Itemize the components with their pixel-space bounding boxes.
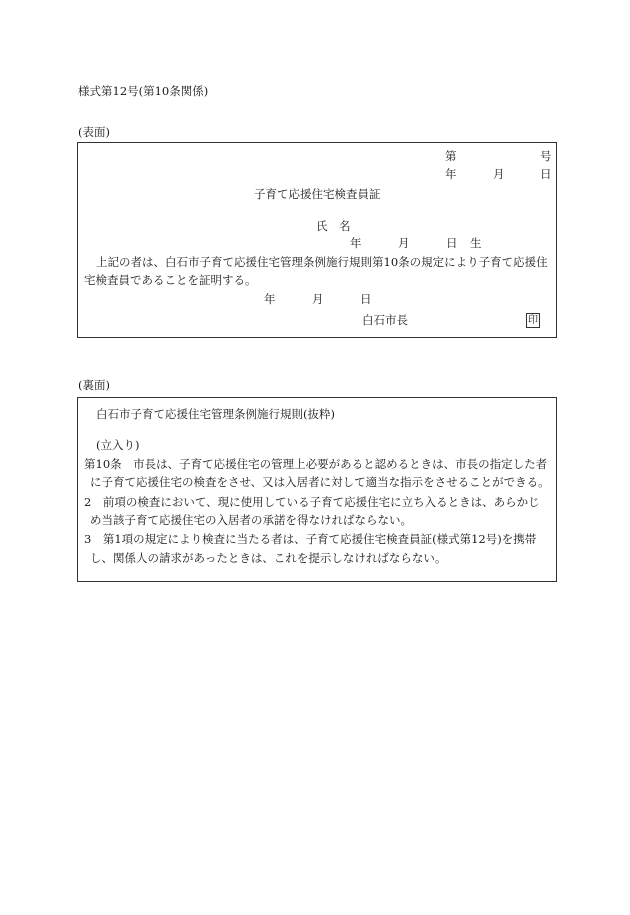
excerpt-title: 白石市子育て応援住宅管理条例施行規則(抜粋) xyxy=(96,407,335,421)
birth-month: 月 xyxy=(398,236,410,250)
article-heading: (立入り) xyxy=(96,438,140,452)
birth-day: 日 xyxy=(446,236,458,250)
front-section-label: (表面) xyxy=(78,125,110,139)
statement-line-2: 宅検査員であることを証明する。 xyxy=(84,273,257,287)
article-line-1: 第10条 市長は、子育て応援住宅の管理上必要があると認めるときは、市長の指定した者 xyxy=(84,457,548,471)
para3-line-2: し、関係人の請求があったときは、これを提示しなければならない。 xyxy=(90,551,447,565)
back-card xyxy=(77,397,557,582)
para2-line-2: め当該子育て応援住宅の入居者の承諾を得なければならない。 xyxy=(90,513,412,527)
issue-year: 年 xyxy=(445,167,457,181)
seal-mark: 印 xyxy=(528,315,538,326)
statement-line-1: 上記の者は、白石市子育て応援住宅管理条例施行規則第10条の規定により子育て応援住 xyxy=(96,255,548,269)
number-prefix: 第 xyxy=(445,149,457,163)
number-suffix: 号 xyxy=(540,149,552,163)
cert-day: 日 xyxy=(360,292,372,306)
name-label: 氏 名 xyxy=(316,219,351,233)
birth-suffix: 生 xyxy=(470,236,482,250)
back-section-label: (裏面) xyxy=(78,378,110,392)
issue-day: 日 xyxy=(540,167,552,181)
issue-month: 月 xyxy=(493,167,505,181)
para2-line-1: 2 前項の検査において、現に使用している子育て応援住宅に立ち入るときは、あらかじ xyxy=(84,495,540,509)
front-card xyxy=(77,142,557,338)
cert-month: 月 xyxy=(312,292,324,306)
form-title: 様式第12号(第10条関係) xyxy=(78,84,209,98)
certificate-title: 子育て応援住宅検査員証 xyxy=(254,187,381,201)
issuer: 白石市長 xyxy=(362,313,408,327)
article-line-2: に子育て応援住宅の検査をさせ、又は入居者に対して適当な指示をさせることができる。 xyxy=(90,475,550,489)
cert-year: 年 xyxy=(264,292,276,306)
birth-year: 年 xyxy=(350,236,362,250)
para3-line-1: 3 第1項の規定により検査に当たる者は、子育て応援住宅検査員証(様式第12号)を携帯 xyxy=(84,532,537,546)
